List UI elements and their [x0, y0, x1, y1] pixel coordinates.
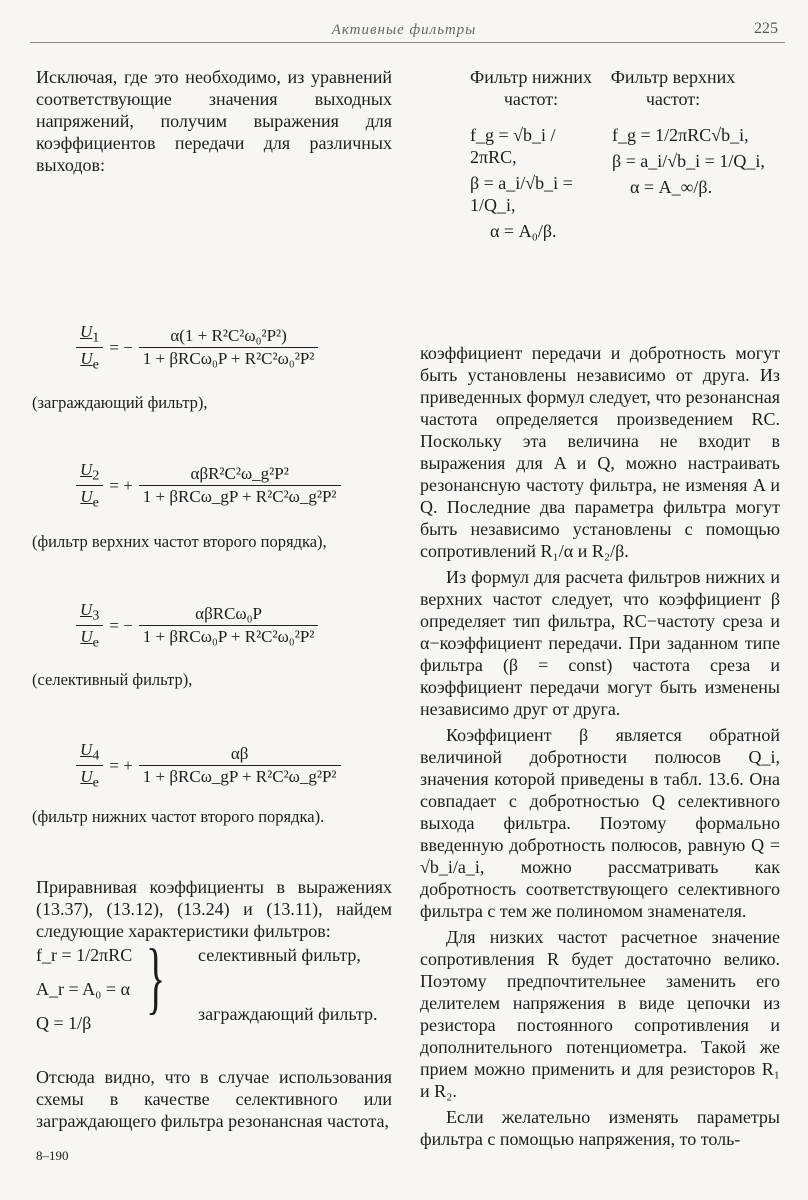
compare-paragraph: Приравнивая коэффициенты в выражениях (13.37), (13.12), (13.24) и (13.11), найдем следующие характеристики фильтров: — [36, 877, 392, 941]
right-paragraph-1: коэффициент передачи и добротность могут быть установлены независимо от друга. Из приведенных формул следует, что резонансная частота определяется произведением RC. Поскольку эта величина не входит в выражения для A и Q, можно настраивать резонансную частоту фильтра, не изменяя A и Q. Последние два параметра фильтра могут быть независимо установлены с помощью сопротивлений R₁/α и R₂/β. — [420, 343, 780, 561]
equation-lowpass — [76, 740, 341, 792]
eq3-sign: = − — [109, 615, 133, 635]
printer-signature: 8–190 — [36, 1148, 69, 1163]
right-paragraph-5: Если желательно изменять параметры фильтра с помощью напряжения, то толь- — [420, 1107, 780, 1149]
eq2-sign: = + — [109, 475, 133, 495]
equation-highpass — [76, 460, 341, 512]
eq3-lhs: $\frac{U_3}{U_e}$ — [76, 600, 103, 652]
eq4-lhs: $\frac{U_4}{U_e}$ — [76, 740, 103, 792]
eq4-rhs: $\frac{\alpha\beta}{\text{1 + βRCω\_gP + R²C²ω\_g²P²}}$ — [139, 744, 341, 787]
conclusion-paragraph: Отсюда видно, что в случае использования схемы в качестве селективного или заграждающего фильтра резонансная частота, — [36, 1067, 392, 1131]
right-paragraph-3: Коэффициент β является обратной величиной добротности полюсов Q_i, значения которой приведены в табл. 13.6. Она совпадает с добротностью Q селективного выхода фильтра. Поэтому формально введенную добротность полюсов, равную Q = √b_i/a_i, можно рассматривать как добротность соответствующего селективного фильтра с тем же полиномом знаменателя. — [420, 725, 780, 921]
system-left — [36, 944, 132, 1034]
right-paragraph-4: Для низких частот расчетное значение сопротивления R будет достаточно велико. Поэтому предпочтительнее заменить его делителем напряжения в виде цепочки из резистора постоянного сопротивления и дополнительного потенциометра. Такой же прием можно применить и для резисторов R₁ и R₂. — [420, 927, 780, 1101]
running-title: Активные фильтры — [331, 22, 477, 38]
lowpass-cutoff: f_g = √b_i / 2πRC, — [470, 125, 556, 167]
system-ar: A_r = A₀ = α — [36, 979, 131, 999]
right-column-text — [420, 342, 780, 1150]
eq4-caption: (фильтр нижних частот второго порядка). — [32, 807, 325, 826]
highpass-alpha: α = A_∞/β. — [630, 177, 713, 197]
eq3-rhs: $\frac{\text{αβRCω₀P}}{\text{1 + βRCω₀P + R²C²ω₀²P²}}$ — [139, 604, 319, 647]
lowpass-alpha: α = A₀/β. — [490, 221, 557, 241]
right-paragraph-2: Из формул для расчета фильтров нижних и верхних частот следует, что коэффициент β определяет тип фильтра, RC−частоту среза и α−коэффициент передачи. При заданном типе фильтра (β = const) частота среза и коэффициент передачи могут быть изменены независимо друг от друга. — [420, 567, 780, 719]
eq2-lhs: $\frac{U_2}{U_e}$ — [76, 460, 103, 512]
equation-bandpass — [76, 600, 318, 652]
eq2-rhs: $\frac{\text{αβR²C²ω\_g²P²}}{\text{1 + βRCω\_gP + R²C²ω\_g²P²}}$ — [139, 464, 341, 507]
eq1-lhs: $\frac{U_1}{U_e}$ — [76, 322, 103, 374]
highpass-formulas — [612, 124, 782, 198]
system-brace: } — [146, 934, 166, 1022]
page-number: 225 — [754, 20, 778, 37]
highpass-beta: β = a_i/√b_i = 1/Q_i, — [612, 151, 765, 171]
intro-paragraph: Исключая, где это необходимо, из уравнений соответствующие значения выходных напряжений, получим выражения для коэффициентов передачи для различных выходов: — [36, 67, 392, 175]
eq1-caption: (заграждающий фильтр), — [32, 393, 208, 412]
equation-notch — [76, 322, 318, 374]
system-q: Q = 1/β — [36, 1013, 92, 1033]
eq3-caption: (селективный фильтр), — [32, 670, 193, 689]
eq1-rhs: $\frac{\text{α(1 + R²C²ω₀²P²)}}{\text{1 + βRCω₀P + R²C²ω₀²P²}}$ — [139, 326, 319, 369]
system-selective-label: селективный фильтр, — [198, 945, 361, 965]
eq4-sign: = + — [109, 755, 133, 775]
lowpass-heading: Фильтр нижних частот: — [470, 67, 592, 109]
eq1-sign: = − — [109, 337, 133, 357]
system-fr: f_r = 1/2πRC — [36, 945, 133, 965]
eq2-caption: (фильтр верхних частот второго порядка), — [32, 532, 327, 551]
header-rule — [30, 42, 785, 43]
highpass-heading: Фильтр верхних частот: — [610, 67, 736, 109]
lowpass-formulas — [470, 124, 605, 242]
system-notch-label: заграждающий фильтр. — [198, 1004, 378, 1024]
highpass-cutoff: f_g = 1/2πRC√b_i, — [612, 125, 749, 145]
lowpass-beta: β = a_i/√b_i = 1/Q_i, — [470, 173, 573, 215]
